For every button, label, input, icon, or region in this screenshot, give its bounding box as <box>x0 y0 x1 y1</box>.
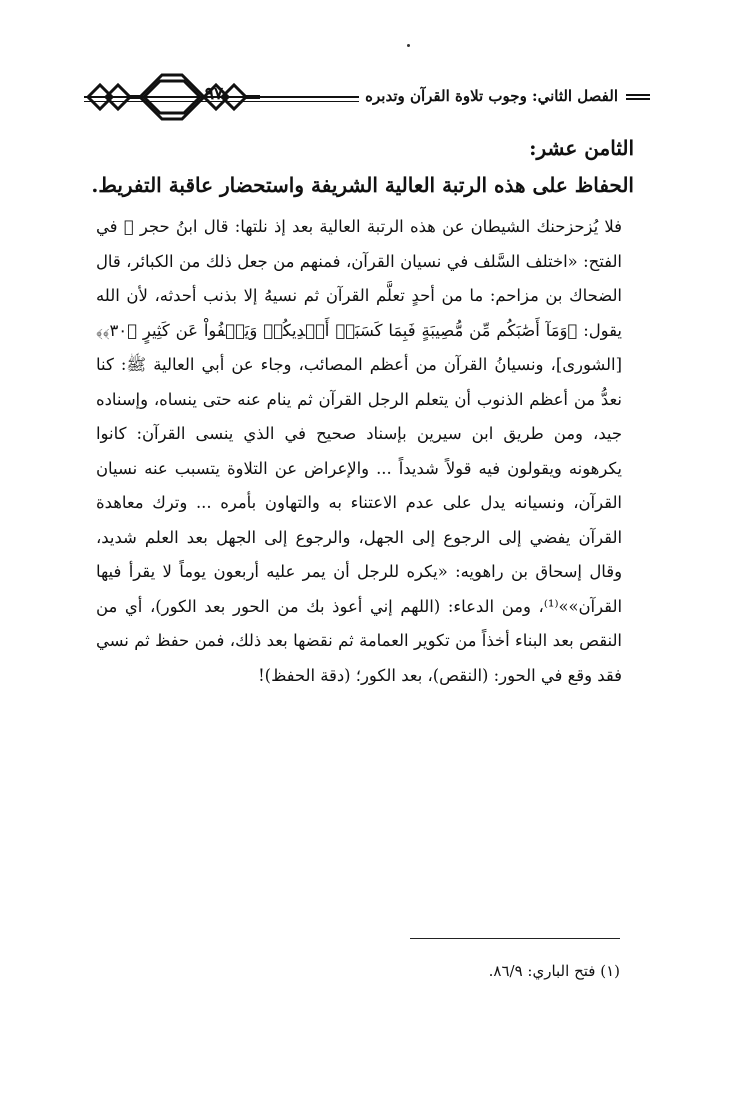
body-paragraph: فلا يُزحزحنك الشيطان عن هذه الرتبة العالية بعد إذ نلتها: قال ابنُ حجر ﷺ في الفتح: «اختلف السَّلف في نسيان القرآن، فمنهم من جعل ذلك من الكبائر، قال الضحاك بن مزاحم: ما من أحدٍ تعلَّم القرآن ثم نسيهُ إلا بذنب أحدثه، لأن الله يقول: ﴿وَمَآ أَصَٰبَكُم مِّن مُّصِيبَةٍ فَبِمَا كَسَبَتۡ أَيۡدِيكُمۡ وَيَعۡفُواْ عَن كَثِيرٍ ﴿٣٠﴾﴾ [الشورى]، ونسيانُ القرآن من أعظم المصائب، وجاء عن أبي العالية ﷺ: كنا نعدُّ من أعظم الذنوب أن يتعلم الرجل القرآن ثم ينام عنه حتى ينساه، وإسناده جيد، ومن طريق ابن سيرين بإسناد صحيح في الذي ينسى القرآن: كانوا يكرهونه ويقولون فيه قولاً شديداً ... والإعراض عن التلاوة يتسبب عنه نسيان القرآن، ونسيانه يدل على عدم الاعتناء به والتهاون بأمره ... وترك معاهدة القرآن يفضي إلى الرجوع إلى الجهل، والرجوع إلى الجهل بعد العلم شديد، وقال إسحاق بن راهويه: «يكره للرجل أن يمر عليه أربعون يوماً لا يقرأ فيها القرآن»»⁽¹⁾، ومن الدعاء: (اللهم إني أعوذ بك من الحور بعد الكور)، أي من النقص بعد البناء أخذاً من تكوير العمامة ثم نقضها بعد ذلك، فمن حفظ ثم نسي فقد وقع في الحور: (النقص)، بعد الكور؛ (دقة الحفظ)! <box>96 217 622 685</box>
section-label: الثامن عشر: <box>529 136 634 160</box>
section-title: الحفاظ على هذه الرتبة العالية الشريفة واستحضار عاقبة التفريط. <box>91 173 634 197</box>
header-bars <box>626 94 650 102</box>
footnote: (١) فتح الباري: ٨٦/٩. <box>488 962 620 980</box>
footnote-divider <box>410 938 620 939</box>
page-number: ٩٧ <box>204 84 224 104</box>
page-header <box>84 72 650 122</box>
chapter-title: الفصل الثاني: وجوب تلاوة القرآن وتدبره <box>359 87 624 105</box>
body-text <box>96 210 622 693</box>
page-speck <box>407 44 410 47</box>
